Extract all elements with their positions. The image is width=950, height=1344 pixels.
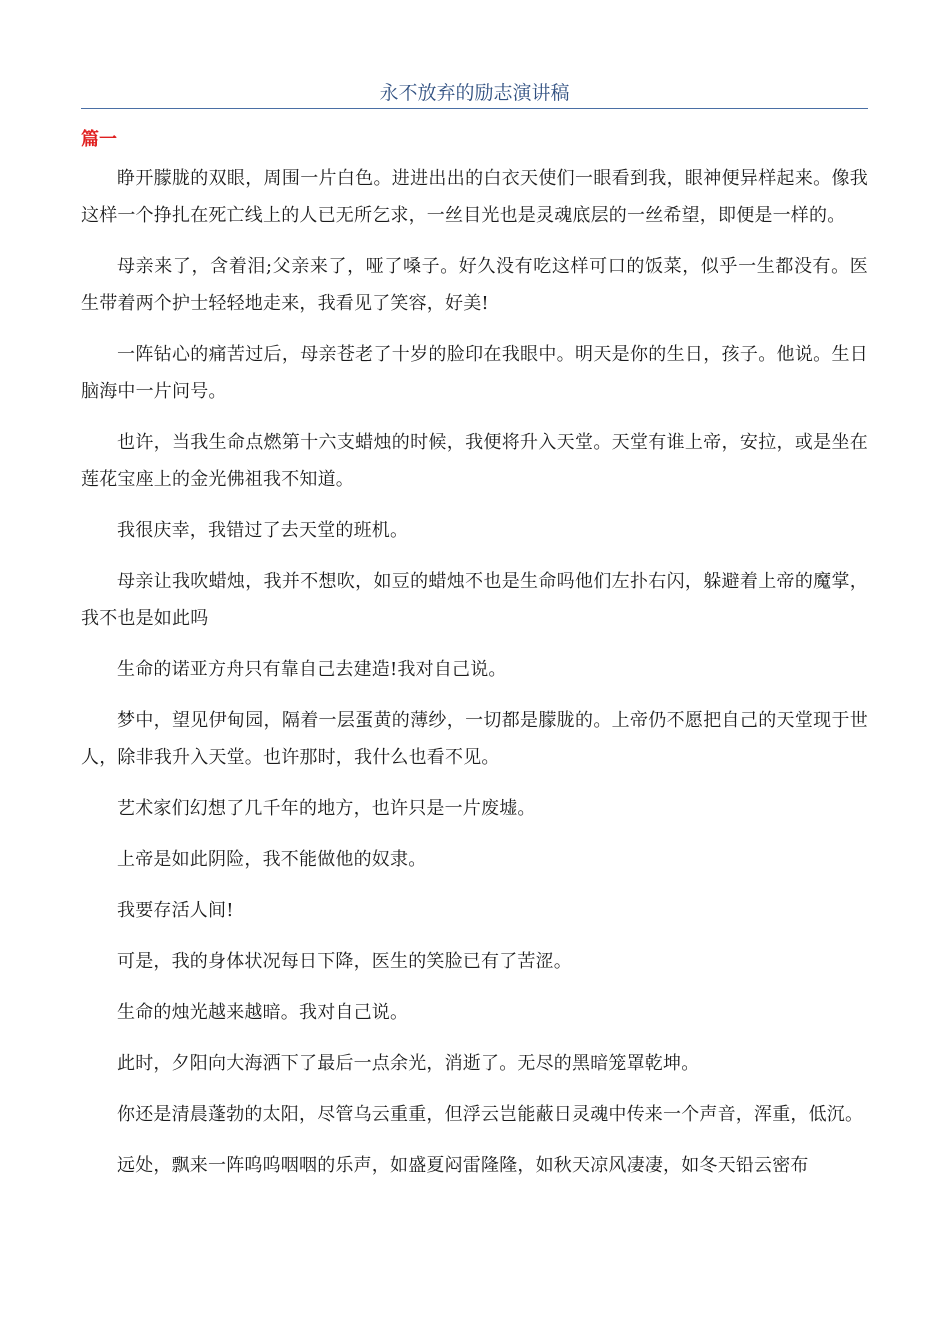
paragraph: 母亲让我吹蜡烛，我并不想吹，如豆的蜡烛不也是生命吗他们左扑右闪，躲避着上帝的魔掌，我不也是如此吗 bbox=[81, 571, 868, 629]
document-body bbox=[81, 160, 868, 1198]
paragraph: 我很庆幸，我错过了去天堂的班机。 bbox=[117, 520, 409, 541]
paragraph: 生命的烛光越来越暗。我对自己说。 bbox=[117, 1002, 409, 1023]
paragraph: 母亲来了，含着泪;父亲来了，哑了嗓子。好久没有吃这样可口的饭菜，似乎一生都没有。医生带着两个护士轻轻地走来，我看见了笑容，好美! bbox=[81, 256, 868, 314]
section-heading: 篇一 bbox=[81, 129, 117, 150]
paragraph: 你还是清晨蓬勃的太阳，尽管乌云重重，但浮云岂能蔽日灵魂中传来一个声音，浑重，低沉。 bbox=[117, 1104, 864, 1125]
paragraph: 可是，我的身体状况每日下降，医生的笑脸已有了苦涩。 bbox=[117, 951, 572, 972]
paragraph: 一阵钻心的痛苦过后，母亲苍老了十岁的脸印在我眼中。明天是你的生日，孩子。他说。生日脑海中一片问号。 bbox=[81, 344, 868, 402]
paragraph: 艺术家们幻想了几千年的地方，也许只是一片废墟。 bbox=[117, 798, 536, 819]
paragraph: 也许，当我生命点燃第十六支蜡烛的时候，我便将升入天堂。天堂有谁上帝，安拉，或是坐在莲花宝座上的金光佛祖我不知道。 bbox=[81, 432, 868, 490]
document-title: 永不放弃的励志演讲稿 bbox=[379, 82, 570, 104]
paragraph: 睁开朦胧的双眼，周围一片白色。进进出出的白衣天使们一眼看到我，眼神便异样起来。像我这样一个挣扎在死亡线上的人已无所乞求，一丝目光也是灵魂底层的一丝希望，即便是一样的。 bbox=[81, 168, 868, 226]
paragraph: 梦中，望见伊甸园，隔着一层蛋黄的薄纱，一切都是朦胧的。上帝仍不愿把自己的天堂现于世人，除非我升入天堂。也许那时，我什么也看不见。 bbox=[81, 710, 868, 768]
paragraph: 上帝是如此阴险，我不能做他的奴隶。 bbox=[117, 849, 427, 870]
paragraph: 远处，飘来一阵呜呜咽咽的乐声，如盛夏闷雷隆隆，如秋天凉风凄凄，如冬天铅云密布 bbox=[117, 1155, 809, 1176]
paragraph: 我要存活人间! bbox=[117, 900, 234, 921]
header-rule bbox=[81, 108, 868, 109]
paragraph: 此时，夕阳向大海洒下了最后一点余光，消逝了。无尽的黑暗笼罩乾坤。 bbox=[117, 1053, 700, 1074]
paragraph: 生命的诺亚方舟只有靠自己去建造!我对自己说。 bbox=[117, 659, 507, 680]
document-header bbox=[81, 80, 868, 110]
